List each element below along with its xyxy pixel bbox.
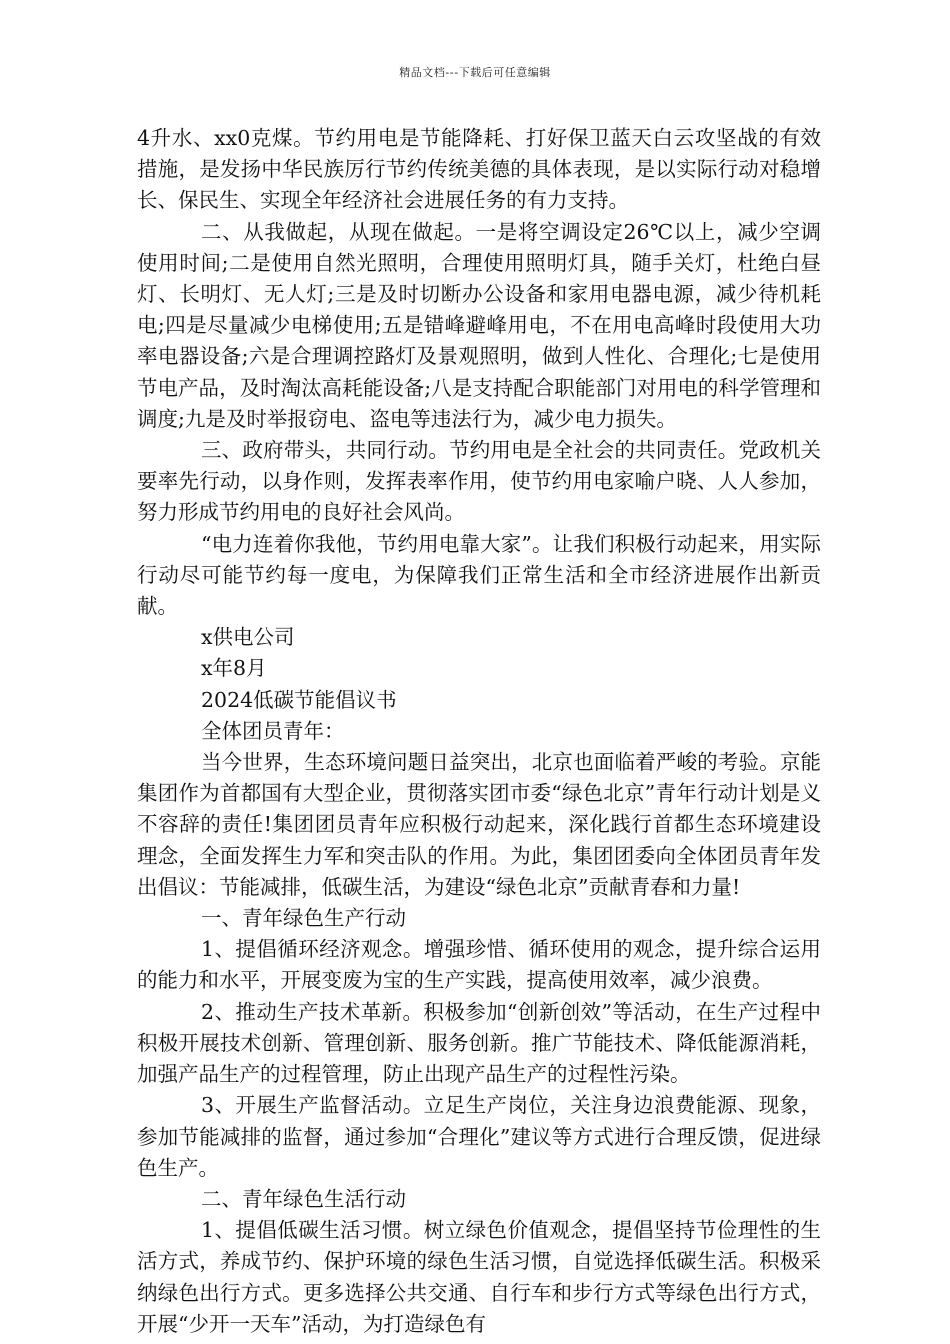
salutation: 全体团员青年： <box>201 718 345 743</box>
paragraph-section-2: 二、从我做起，从现在做起。一是将空调设定26℃以上，减少空调使用时间;二是使用自然光照明，合理使用照明灯具，随手关灯，杜绝白昼灯、长明灯、无人灯;三是及时切断办公设备和家用电器电源，减少待机耗电;四是尽量减少电梯使用;五是错峰避峰用电，不在用电高峰时段使用大功率电器设备;六是合理调控路灯及景观照明，做到人性化、合理化;七是使用节电产品，及时淘汰高耗能设备;八是支持配合职能部门对用电的科学管理和调度;九是及时举报窃电、盗电等违法行为，减少电力损失。 <box>137 219 821 431</box>
paragraph-item-3: 3、开展生产监督活动。立足生产岗位，关注身边浪费能源、现象，参加节能减排的监督，通过参加“合理化”建议等方式进行合理反馈，促进绿色生产。 <box>137 1093 821 1180</box>
paragraph-life-item-1: 1、提倡低碳生活习惯。树立绿色价值观念，提倡坚持节俭理性的生活方式，养成节约、保护环境的绿色生活习惯，自觉选择低碳生活。积极采纳绿色出行方式。更多选择公共交通、自行车和步行方式等绿色出行方式，开展“少开一天车”活动，为打造绿色有 <box>137 1218 821 1336</box>
section-heading-production: 一、青年绿色生产行动 <box>201 906 406 931</box>
paragraph-item-2: 2、推动生产技术革新。积极参加“创新创效”等活动，在生产过程中积极开展技术创新、管理创新、服务创新。推广节能技术、降低能源消耗，加强产品生产的过程管理，防止出现产品生产的过程性污染。 <box>137 999 821 1087</box>
document-title: 2024低碳节能倡议书 <box>201 687 397 712</box>
section-heading-life: 二、青年绿色生活行动 <box>201 1186 406 1211</box>
paragraph-closing: “电力连着你我他，节约用电靠大家”。让我们积极行动起来，用实际行动尽可能节约每一度电，为保障我们正常生活和全市经济进展作出新贡献。 <box>137 531 821 619</box>
signature-date: x年8月 <box>201 656 267 681</box>
document-body <box>137 123 821 1340</box>
paragraph-item-1: 1、提倡循环经济观念。增强珍惜、循环使用的观念，提升综合运用的能力和水平，开展变废为宝的生产实践，提高使用效率，减少浪费。 <box>137 937 821 993</box>
signature-company: x供电公司 <box>201 625 295 650</box>
paragraph-continuation: 4升水、xx0克煤。节约用电是节能降耗、打好保卫蓝天白云攻坚战的有效措施，是发扬中华民族厉行节约传统美德的具体表现，是以实际行动对稳增长、保民生、实现全年经济社会进展任务的有力支持。 <box>137 126 821 213</box>
page-header: 精品文档---下载后可任意编辑 <box>399 66 551 79</box>
paragraph-intro: 当今世界，生态环境问题日益突出，北京也面临着严峻的考验。京能集团作为首都国有大型企业，贯彻落实团市委“绿色北京”青年行动计划是义不容辞的责任!集团团员青年应积极行动起来，深化践行首都生态环境建设理念，全面发挥生力军和突击队的作用。为此，集团团委向全体团员青年发出倡议：节能减排，低碳生活，为建设“绿色北京”贡献青春和力量! <box>137 750 821 899</box>
paragraph-section-3: 三、政府带头，共同行动。节约用电是全社会的共同责任。党政机关要率先行动，以身作则，发挥表率作用，使节约用电家喻户晓、人人参加，努力形成节约用电的良好社会风尚。 <box>137 438 821 525</box>
